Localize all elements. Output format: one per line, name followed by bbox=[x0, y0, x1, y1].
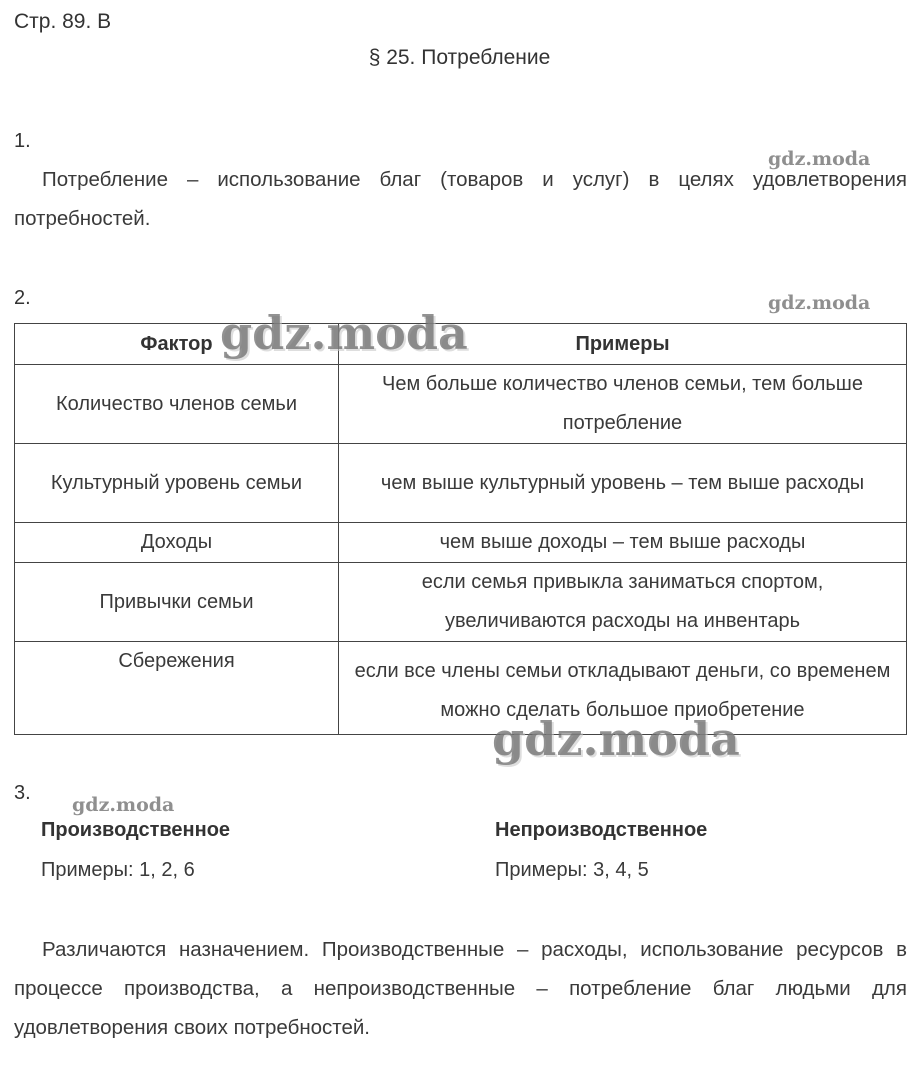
task-1-text: Потребление – использование благ (товаров и услуг) в целях удовлетворения потребностей. bbox=[14, 168, 907, 230]
page-reference: Стр. 89. В bbox=[14, 10, 112, 33]
example-cell: если семья привыкла заниматься спортом, увеличиваются расходы на инвентарь bbox=[339, 563, 907, 642]
example-cell: чем выше культурный уровень – тем выше расходы bbox=[339, 444, 907, 523]
example-cell: Чем больше количество членов семьи, тем больше потребление bbox=[339, 365, 907, 444]
table-row bbox=[15, 642, 907, 735]
watermark-logo: gdz.moda bbox=[220, 306, 468, 360]
factor-cell: Культурный уровень семьи bbox=[15, 444, 339, 523]
table-row bbox=[15, 523, 907, 563]
task-2-number: 2. bbox=[14, 287, 31, 309]
productive-examples: Примеры: 1, 2, 6 bbox=[41, 859, 195, 881]
table-row bbox=[15, 365, 907, 444]
watermark-logo: gdz.moda bbox=[768, 148, 871, 170]
unproductive-heading: Непроизводственное bbox=[495, 819, 708, 841]
factor-cell: Привычки семьи bbox=[15, 563, 339, 642]
task-1-number: 1. bbox=[14, 130, 31, 152]
column-header-examples: Примеры bbox=[339, 324, 907, 365]
example-cell: если все члены семьи откладывают деньги, со временем можно сделать большое приобретение bbox=[339, 642, 907, 735]
table-row bbox=[15, 563, 907, 642]
column-header-factor: Фактор bbox=[15, 324, 339, 365]
factor-cell: Сбережения bbox=[15, 642, 339, 735]
watermark-logo: gdz.moda bbox=[768, 292, 871, 314]
task-3-conclusion bbox=[14, 930, 907, 1047]
productive-heading: Производственное bbox=[41, 819, 231, 841]
section-title: § 25. Потребление bbox=[368, 46, 551, 69]
example-cell: чем выше доходы – тем выше расходы bbox=[339, 523, 907, 563]
task-3-text: Различаются назначением. Производственные – расходы, использование ресурсов в процессе производства, а непроизводственные – потребление благ людьми для удовлетворения своих потребностей. bbox=[14, 938, 907, 1039]
factor-cell: Количество членов семьи bbox=[15, 365, 339, 444]
unproductive-examples: Примеры: 3, 4, 5 bbox=[495, 859, 649, 881]
table-row bbox=[15, 444, 907, 523]
factor-cell: Доходы bbox=[15, 523, 339, 563]
task-3-number: 3. bbox=[14, 782, 31, 804]
factors-table bbox=[14, 323, 907, 735]
watermark-logo: gdz.moda bbox=[72, 794, 175, 816]
watermark-logo: gdz.moda bbox=[492, 712, 740, 766]
task-1-definition bbox=[14, 160, 907, 238]
